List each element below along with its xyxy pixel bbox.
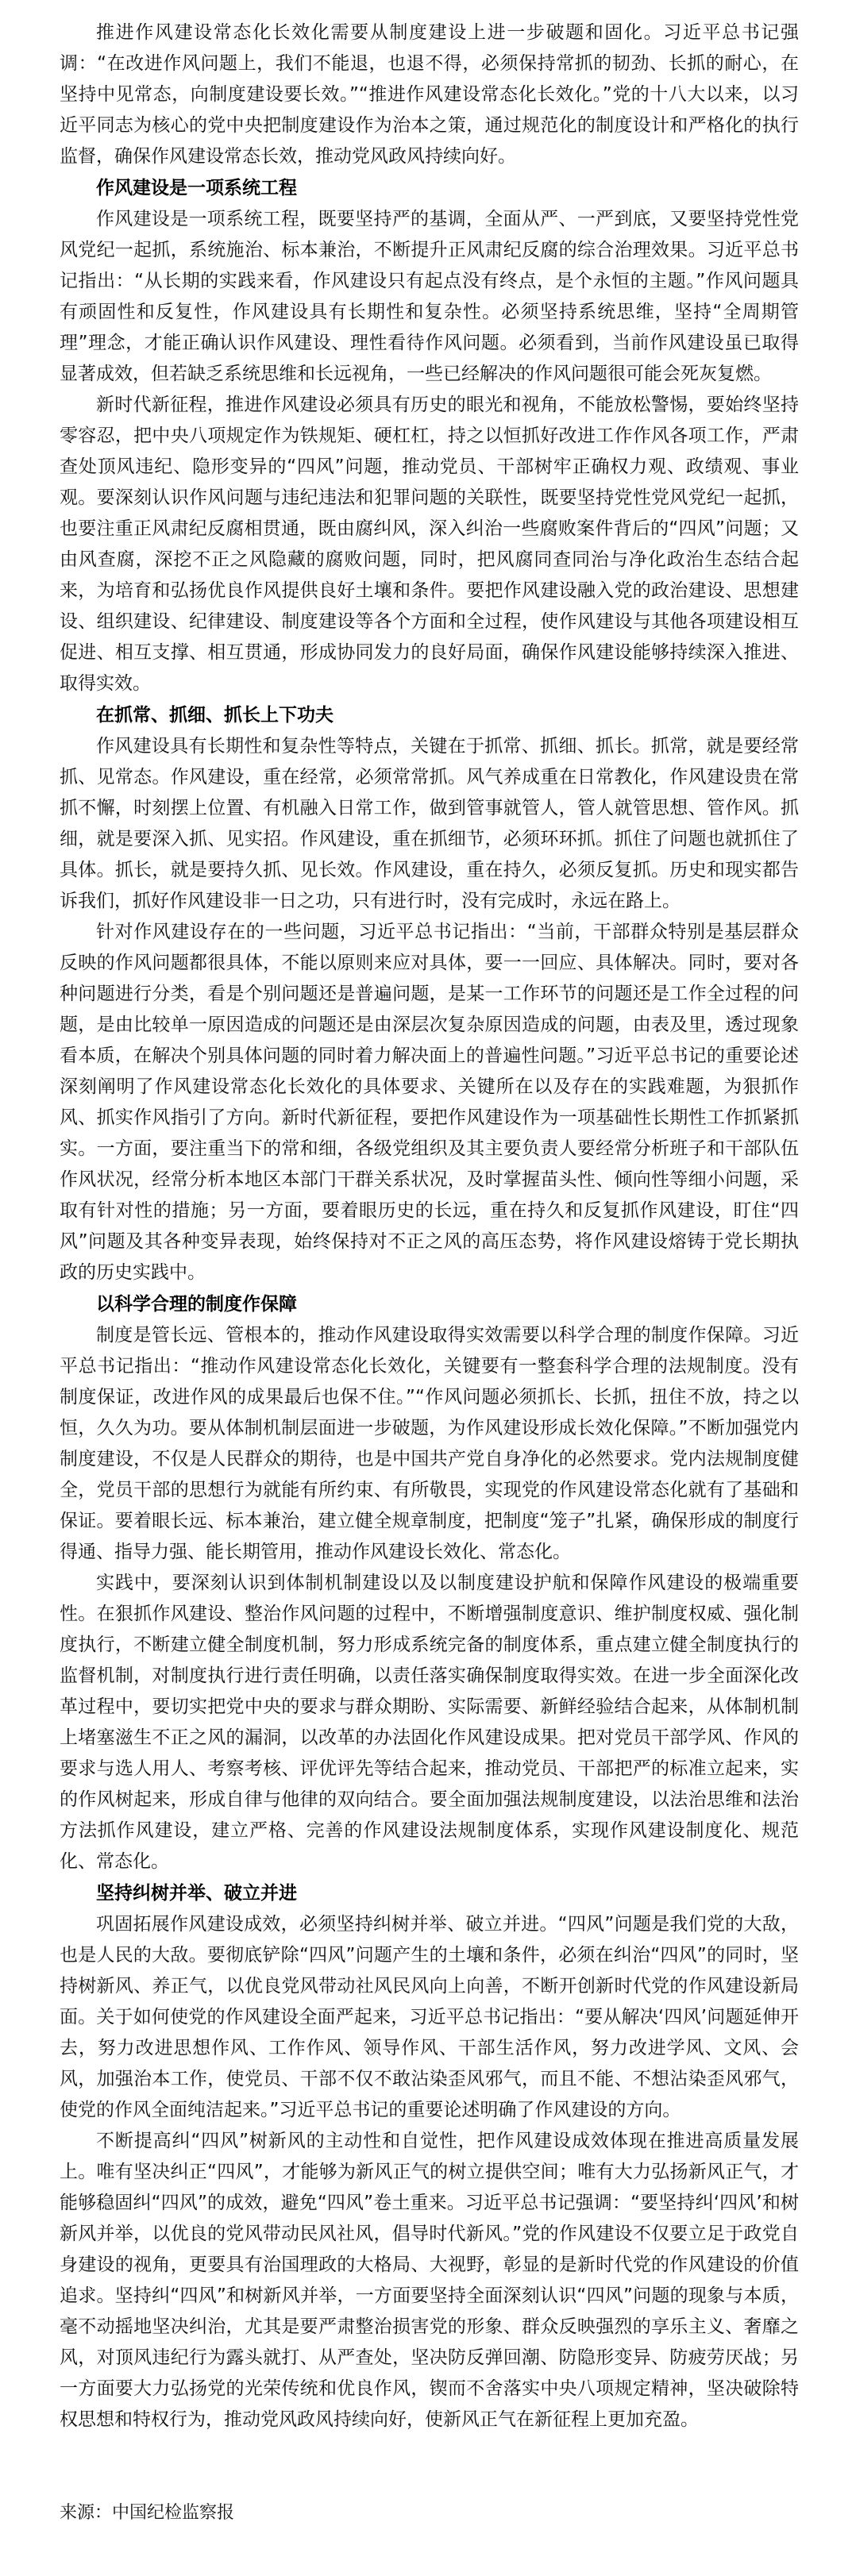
article-body: [60, 17, 799, 2528]
section-heading-3: 以科学合理的制度作保障: [96, 1294, 297, 1315]
section-heading-2: 在抓常、抓细、抓长上下功夫: [96, 705, 334, 726]
paragraph-7: 实践中，要深刻认识到体制机制建设以及以制度建设护航和保障作风建设的极端重要性。在狠抓作风建设、整治作风问题的过程中，不断增强制度意识、维护制度权威、强化制度执行，不断建立健全制度机制，努力形成系统完备的制度体系，重点建立健全制度执行的监督机制，对制度执行进行责任明确，以责任落实确保制度取得实效。在进一步全面深化改革过程中，要切实把党中央的要求与群众期盼、实际需要、新鲜经验结合起来，从体制机制上堵塞滋生不正之风的漏洞，以改革的办法固化作风建设成果。把对党员干部学风、作风的要求与选人用人、考察考核、评优评先等结合起来，推动党员、干部把严的标准立起来，实的作风树起来，形成自律与他律的双向结合。要全面加强法规制度建设，以法治思维和法治方法抓作风建设，建立严格、完善的作风建设法规制度体系，实现作风建设制度化、规范化、常态化。: [60, 1573, 799, 1872]
paragraph-9: 不断提高纠“四风”树新风的主动性和自觉性，把作风建设成效体现在推进高质量发展上。唯有坚决纠正“四风”，才能够为新风正气的树立提供空间；唯有大力弘扬新风正气，才能够稳固纠“四风”的成效，避免“四风”卷土重来。习近平总书记强调：“要坚持纠‘四风’和树新风并举，以优良的党风带动民风社风，倡导时代新风。”党的作风建设不仅要立足于政党自身建设的视角，更要具有治国理政的大格局、大视野，彰显的是新时代党的作风建设的价值追求。坚持纠“四风”和树新风并举，一方面要坚持全面深刻认识“四风”问题的现象与本质，毫不动摇地坚决纠治，尤其是要严肃整治损害党的形象、群众反映强烈的享乐主义、奢靡之风，对顶风违纪行为露头就打、从严查处，坚决防反弹回潮、防隐形变异、防疲劳厌战；另一方面要大力弘扬党的光荣传统和优良作风，锲而不舍落实中央八项规定精神，坚决破除特权思想和特权行为，推动党风政风持续向好，使新风正气在新征程上更加充盈。: [60, 2131, 799, 2430]
paragraph-6: 制度是管长远、管根本的，推动作风建设取得实效需要以科学合理的制度作保障。习近平总书记指出：“推动作风建设常态化长效化，关键要有一整套科学合理的法规制度。没有制度保证，改进作风的成果最后也保不住。”“作风问题必须抓长、长抓，扭住不放，持之以恒，久久为功。要从体制机制层面进一步破题，为作风建设形成长效化保障。”不断加强党内制度建设，不仅是人民群众的期待，也是中国共产党自身净化的必然要求。党内法规制度健全，党员干部的思想行为就能有所约束、有所敬畏，实现党的作风建设常态化就有了基础和保证。要着眼长远、标本兼治，建立健全规章制度，把制度“笼子”扎紧，确保形成的制度行得通、指导力强、能长期管用，推动作风建设长效化、常态化。: [60, 1325, 799, 1562]
paragraph-3: 新时代新征程，推进作风建设必须具有历史的眼光和视角，不能放松警惕，要始终坚持零容忍，把中央八项规定作为铁规矩、硬杠杠，持之以恒抓好改进工作作风各项工作，严肃查处顶风违纪、隐形变异的“四风”问题，推动党员、干部树牢正确权力观、政绩观、事业观。要深刻认识作风问题与违纪违法和犯罪问题的关联性，既要坚持党性党风党纪一起抓，也要注重正风肃纪反腐相贯通，既由腐纠风，深入纠治一些腐败案件背后的“四风”问题；又由风查腐，深挖不正之风隐藏的腐败问题，同时，把风腐同查同治与净化政治生态结合起来，为培育和弘扬优良作风提供良好土壤和条件。要把作风建设融入党的政治建设、思想建设、组织建设、纪律建设、制度建设等各个方面和全过程，使作风建设与其他各项建设相互促进、相互支撑、相互贯通，形成协同发力的良好局面，确保作风建设能够持续深入推进、取得实效。: [60, 395, 799, 694]
section-heading-1: 作风建设是一项系统工程: [96, 178, 297, 198]
source-line: 来源：中国纪检监察报: [60, 2503, 235, 2523]
paragraph-1: 推进作风建设常态化长效化需要从制度建设上进一步破题和固化。习近平总书记强调：“在改进作风问题上，我们不能退，也退不得，必须保持常抓的韧劲、长抓的耐心，在坚持中见常态，向制度建设要长效。”“推进作风建设常态化长效化。”党的十八大以来，以习近平同志为核心的党中央把制度建设作为治本之策，通过规范化的制度设计和严格化的执行监督，确保作风建设常态长效，推动党风政风持续向好。: [60, 22, 799, 167]
paragraph-2: 作风建设是一项系统工程，既要坚持严的基调，全面从严、一严到底，又要坚持党性党风党纪一起抓，系统施治、标本兼治，不断提升正风肃纪反腐的综合治理效果。习近平总书记指出：“从长期的实践来看，作风建设只有起点没有终点，是个永恒的主题。”作风问题具有顽固性和反复性，作风建设具有长期性和复杂性。必须坚持系统思维，坚持“全周期管理”理念，才能正确认识作风建设、理性看待作风问题。必须看到，当前作风建设虽已取得显著成效，但若缺乏系统思维和长远视角，一些已经解决的作风问题很可能会死灰复燃。: [60, 209, 799, 384]
section-heading-4: 坚持纠树并举、破立并进: [96, 1883, 297, 1904]
paragraph-5: 针对作风建设存在的一些问题，习近平总书记指出：“当前，干部群众特别是基层群众反映的作风问题都很具体，不能以原则来应对具体，要一一回应、具体解决。同时，要对各种问题进行分类，看是个别问题还是普遍问题，是某一工作环节的问题还是工作全过程的问题，是由比较单一原因造成的问题还是由深层次复杂原因造成的问题，由表及里，透过现象看本质，在解决个别具体问题的同时着力解决面上的普遍性问题。”习近平总书记的重要论述深刻阐明了作风建设常态化长效化的具体要求、关键所在以及存在的实践难题，为狠抓作风、抓实作风指引了方向。新时代新征程，要把作风建设作为一项基础性长期性工作抓紧抓实。一方面，要注重当下的常和细，各级党组织及其主要负责人要经常分析班子和干部队伍作风状况，经常分析本地区本部门干群关系状况，及时掌握苗头性、倾向性等细小问题，采取有针对性的措施；另一方面，要着眼历史的长远，重在持久和反复抓作风建设，盯住“四风”问题及其各种变异表现，始终保持对不正之风的高压态势，将作风建设熔铸于党长期执政的历史实践中。: [60, 922, 799, 1283]
paragraph-8: 巩固拓展作风建设成效，必须坚持纠树并举、破立并进。“四风”问题是我们党的大敌，也是人民的大敌。要彻底铲除“四风”问题产生的土壤和条件，必须在纠治“四风”的同时，坚持树新风、养正气，以优良党风带动社风民风向上向善，不断开创新时代党的作风建设新局面。关于如何使党的作风建设全面严起来，习近平总书记指出：“要从解决‘四风’问题延伸开去，努力改进思想作风、工作作风、领导作风、干部生活作风，努力改进学风、文风、会风，加强治本工作，使党员、干部不仅不敢沾染歪风邪气，而且不能、不想沾染歪风邪气，使党的作风全面纯洁起来。”习近平总书记的重要论述明确了作风建设的方向。: [60, 1914, 799, 2120]
paragraph-4: 作风建设具有长期性和复杂性等特点，关键在于抓常、抓细、抓长。抓常，就是要经常抓、见常态。作风建设，重在经常，必须常常抓。风气养成重在日常教化，作风建设贵在常抓不懈，时刻摆上位置、有机融入日常工作，做到管事就管人，管人就管思想、管作风。抓细，就是要深入抓、见实招。作风建设，重在抓细节，必须环环抓。抓住了问题也就抓住了具体。抓长，就是要持久抓、见长效。作风建设，重在持久，必须反复抓。历史和现实都告诉我们，抓好作风建设非一日之功，只有进行时，没有完成时，永远在路上。: [60, 736, 799, 911]
